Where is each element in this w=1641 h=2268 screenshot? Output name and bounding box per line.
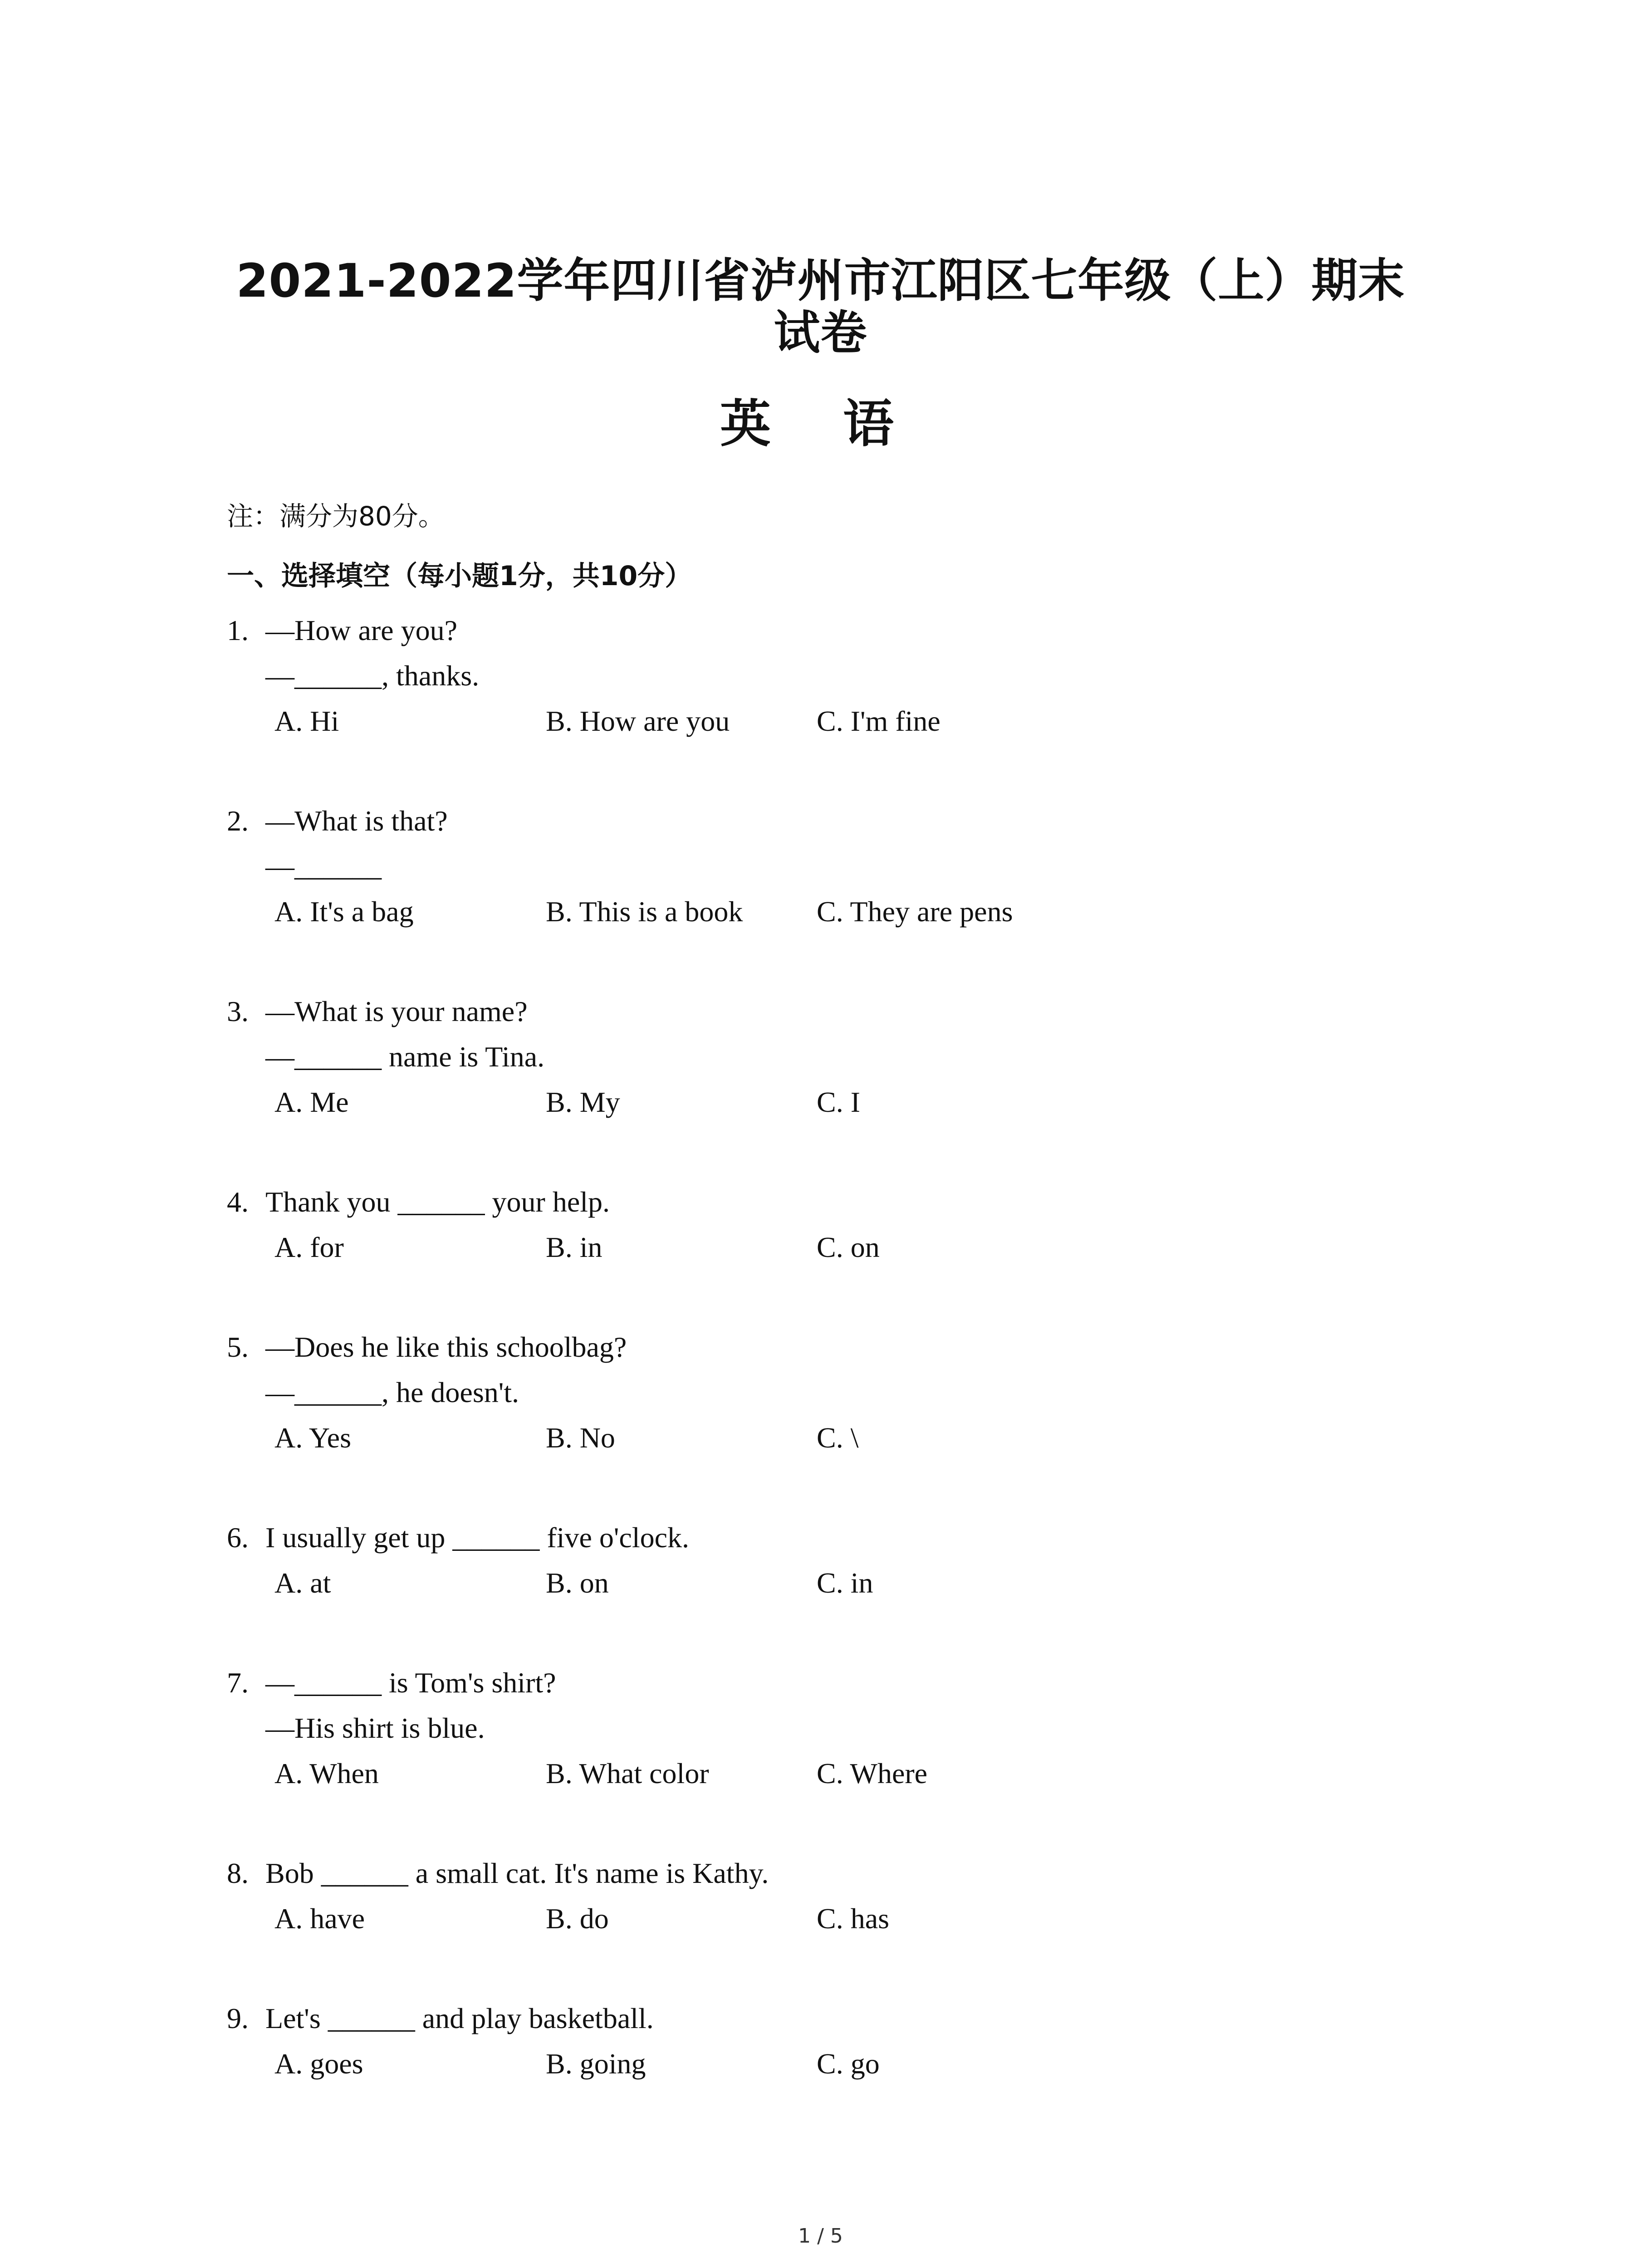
question-line: —______, he doesn't. [265, 1376, 519, 1408]
question-line: —His shirt is blue. [265, 1712, 485, 1744]
question-line: —Does he like this schoolbag? [265, 1331, 627, 1363]
score-note: 注：满分为80分。 [227, 501, 445, 532]
question-number: 8. [227, 1857, 249, 1889]
question-line: —What is your name? [265, 995, 528, 1027]
option-b: B. on [546, 1567, 609, 1599]
option-c: C. in [817, 1567, 873, 1599]
option-c: C. on [817, 1231, 880, 1263]
option-c: C. has [817, 1902, 889, 1935]
section-title: 一、选择填空（每小题1分，共10分） [227, 560, 692, 592]
question-line: —______ is Tom's shirt? [265, 1667, 556, 1699]
option-b: B. in [546, 1231, 603, 1263]
option-b: B. What color [546, 1757, 709, 1789]
option-c: C. I'm fine [817, 705, 941, 737]
question-number: 2. [227, 805, 249, 837]
exam-title-line-1: 2021-2022学年四川省泸州市江阳区七年级（上）期末 [236, 254, 1405, 308]
option-a: A. When [274, 1757, 379, 1789]
subject-heading: 英 语 [720, 395, 921, 454]
option-b: B. This is a book [546, 895, 743, 928]
option-c: C. go [817, 2048, 880, 2080]
option-a: A. Yes [274, 1422, 351, 1454]
option-a: A. for [274, 1231, 344, 1263]
question-number: 5. [227, 1331, 249, 1363]
question-line: Thank you ______ your help. [265, 1186, 610, 1218]
option-c: C. Where [817, 1757, 928, 1789]
option-a: A. It's a bag [274, 895, 414, 928]
option-c: C. \ [817, 1422, 859, 1454]
option-c: C. They are pens [817, 895, 1013, 928]
question-number: 4. [227, 1186, 249, 1218]
option-b: B. How are you [546, 705, 730, 737]
question-line: Let's ______ and play basketball. [265, 2002, 654, 2034]
question-number: 3. [227, 995, 249, 1027]
option-b: B. My [546, 1086, 620, 1118]
question-line: I usually get up ______ five o'clock. [265, 1521, 689, 1554]
question-number: 9. [227, 2002, 249, 2034]
question-number: 6. [227, 1521, 249, 1554]
option-c: C. I [817, 1086, 860, 1118]
option-b: B. No [546, 1422, 615, 1454]
question-line: —How are you? [265, 614, 457, 646]
question-line: —______ name is Tina. [265, 1041, 545, 1073]
option-b: B. going [546, 2048, 646, 2080]
option-a: A. have [274, 1902, 365, 1935]
page-indicator: 1 / 5 [798, 2224, 843, 2248]
option-a: A. Me [274, 1086, 349, 1118]
question-line: Bob ______ a small cat. It's name is Kathy. [265, 1857, 769, 1889]
question-line: —______ [265, 850, 382, 882]
exam-title-line-2: 试卷 [774, 306, 867, 360]
question-number: 7. [227, 1667, 249, 1699]
question-line: —______, thanks. [265, 660, 480, 692]
option-b: B. do [546, 1902, 609, 1935]
option-a: A. at [274, 1567, 331, 1599]
option-a: A. goes [274, 2048, 363, 2080]
question-line: —What is that? [265, 805, 448, 837]
question-number: 1. [227, 614, 249, 646]
option-a: A. Hi [274, 705, 339, 737]
